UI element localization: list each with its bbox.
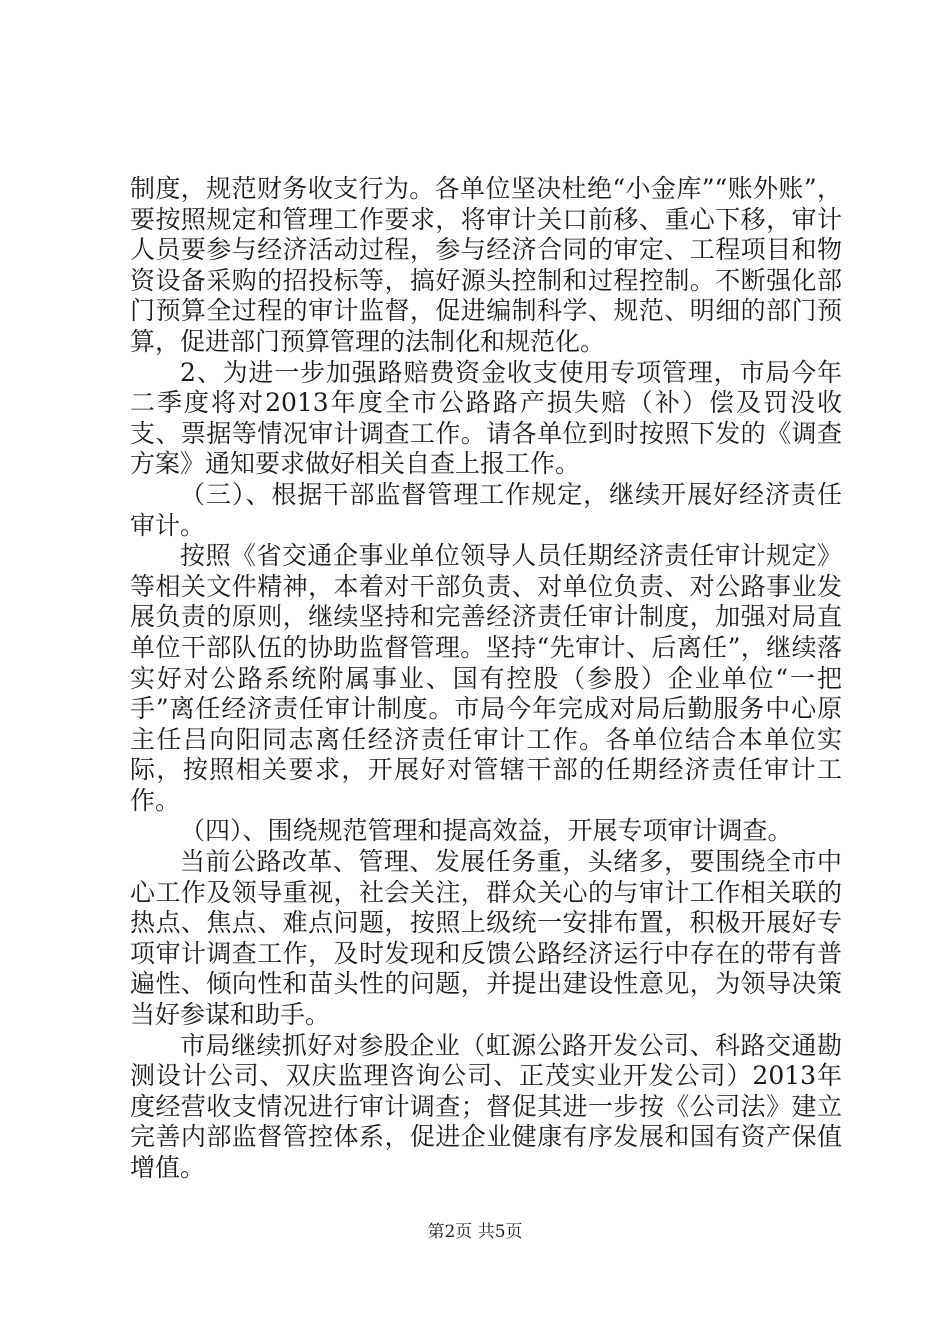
section-heading-4: （四）、围绕规范管理和提高效益，开展专项审计调查。: [180, 816, 793, 846]
paragraph-economic-audit: 按照《省交通企事业单位领导人员任期经济责任审计规定》等相关文件精神，本着对干部负责、对单位负责、对公路事业发展负责的原则，继续坚持和完善经济责任审计制度，加强对局直单位干部队伍的协助监督管理。坚持“先审计、后离任”，继续落实好对公路系统附属事业、国有控股（参股）企业单位“一把手”离任经济责任审计制度。市局今年完成对局后勤服务中心原主任吕向阳同志离任经济责任审计工作。各单位结合本单位实际，按照相关要求，开展好对管辖干部的任期经济责任审计工作。: [130, 541, 842, 815]
page-number-footer: 第2页 共5页: [427, 1222, 523, 1242]
paragraph-special-audit: 当前公路改革、管理、发展任务重，头绪多，要围绕全市中心工作及领导重视，社会关注，群众关心的与审计工作相关联的热点、焦点、难点问题，按照上级统一安排布置，积极开展好专项审计调查工作，及时发现和反馈公路经济运行中存在的带有普遍性、倾向性和苗头性的问题，并提出建设性意见，为领导决策当好参谋和助手。: [130, 847, 842, 1030]
paragraph-item-2: 2、为进一步加强路赔费资金收支使用专项管理，市局今年二季度将对2013年度全市公路路产损失赔（补）偿及罚没收支、票据等情况审计调查工作。请各单位到时按照下发的《调查方案》通知要求做好相关自查上报工作。: [130, 357, 842, 479]
document-body: [130, 174, 842, 1184]
paragraph-enterprise-audit: 市局继续抓好对参股企业（虹源公路开发公司、科路交通勘测设计公司、双庆监理咨询公司、正茂实业开发公司）2013年度经营收支情况进行审计调查；督促其进一步按《公司法》建立完善内部监督管控体系，促进企业健康有序发展和国有资产保值增值。: [130, 1030, 842, 1182]
section-heading-3: （三）、根据干部监督管理工作规定，继续开展好经济责任审计。: [130, 479, 842, 540]
paragraph-continuation: 制度，规范财务收支行为。各单位坚决杜绝“小金库”“账外账”，要按照规定和管理工作要求，将审计关口前移、重心下移，审计人员要参与经济活动过程，参与经济合同的审定、工程项目和物资设备采购的招投标等，搞好源头控制和过程控制。不断强化部门预算全过程的审计监督，促进编制科学、规范、明细的部门预算，促进部门预算管理的法制化和规范化。: [130, 174, 842, 356]
